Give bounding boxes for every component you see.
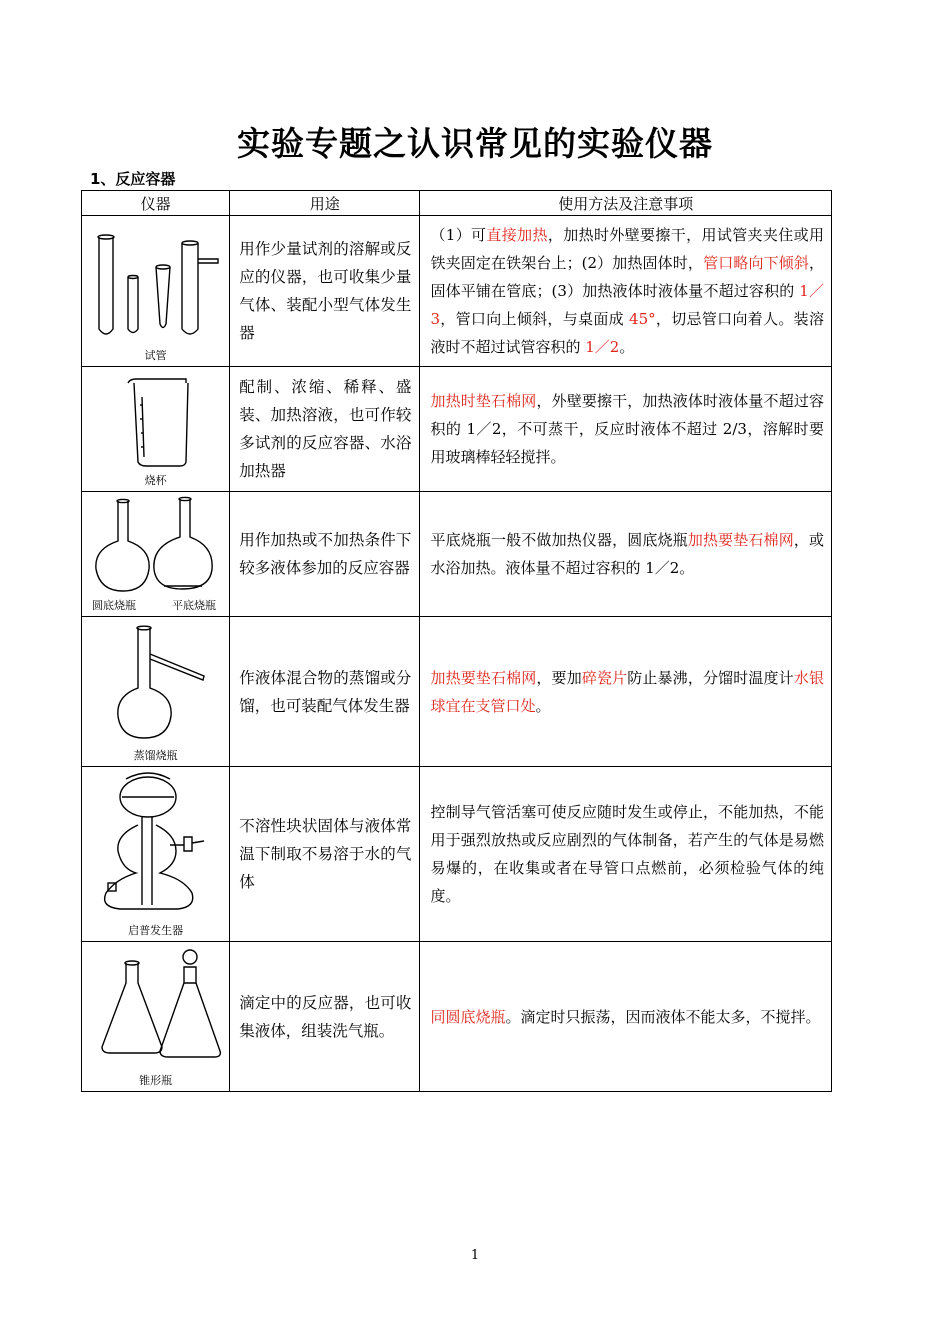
conical-flask-illustration: [86, 943, 226, 1073]
flask-illustration: [86, 491, 226, 601]
note-text: 同圆底烧瓶。滴定时只振荡，因而液体不能太多，不搅拌。: [420, 942, 832, 1092]
table-header-row: [82, 191, 832, 216]
instrument-image-cell: [82, 617, 230, 767]
note-text: 控制导气管活塞可使反应随时发生或停止，不能加热，不能用于强烈放热或反应剧烈的气体制备，若产生的气体是易燃易爆的，在收集或者在导管口点燃前，必须检验气体的纯度。: [420, 767, 832, 942]
use-text: 用作加热或不加热条件下较多液体参加的反应容器: [230, 492, 420, 617]
caption-flat-flask: 平底烧瓶: [172, 599, 216, 612]
instrument-image-cell: [82, 492, 230, 617]
header-notes: 使用方法及注意事项: [420, 191, 832, 216]
section-heading: 1、反应容器: [90, 170, 176, 188]
use-text: 用作少量试剂的溶解或反应的仪器，也可收集少量气体、装配小型气体发生器: [230, 216, 420, 367]
table-row: [82, 492, 832, 617]
table-row: [82, 767, 832, 942]
caption-round-flask: 圆底烧瓶: [92, 599, 136, 612]
note-text: （1）可直接加热，加热时外壁要擦干，用试管夹夹住或用铁夹固定在铁架台上；(2）加热固体时，管口略向下倾斜，固体平铺在管底；(3）加热液体时液体量不超过容积的 1／3，管口向上倾斜，与桌面成 45°，切忌管口向着人。装溶液时不超过试管容积的 1／2。: [420, 216, 832, 367]
note-text: 加热要垫石棉网，要加碎瓷片防止暴沸，分馏时温度计水银球宜在支管口处。: [420, 617, 832, 767]
caption-distilling-flask: 蒸馏烧瓶: [133, 749, 178, 762]
instrument-image-cell: [82, 942, 230, 1092]
table-row: [82, 617, 832, 767]
instrument-table: [81, 190, 832, 1092]
caption-conical-flask: 锥形瓶: [139, 1074, 173, 1087]
distilling-flask-illustration: [86, 618, 226, 748]
beaker-illustration: [86, 367, 226, 477]
page-title: 实验专题之认识常见的实验仪器: [237, 124, 713, 163]
caption-beaker: 烧杯: [144, 474, 167, 487]
header-use: 用途: [230, 191, 420, 216]
header-instrument: 仪器: [82, 191, 230, 216]
table-row: [82, 216, 832, 367]
use-text: 滴定中的反应器，也可收集液体，组装洗气瓶。: [230, 942, 420, 1092]
caption-test-tube: 试管: [144, 349, 167, 362]
table-row: [82, 942, 832, 1092]
test-tube-illustration: [86, 219, 226, 349]
kipp-generator-illustration: [86, 765, 226, 925]
page-number: 1: [470, 1248, 480, 1263]
table-row: [82, 367, 832, 492]
note-text: 平底烧瓶一般不做加热仪器，圆底烧瓶加热要垫石棉网，或水浴加热。液体量不超过容积的 1／2。: [420, 492, 832, 617]
caption-kipp-generator: 启普发生器: [128, 924, 184, 937]
use-text: 作液体混合物的蒸馏或分馏，也可装配气体发生器: [230, 617, 420, 767]
use-text: 不溶性块状固体与液体常温下制取不易溶于水的气体: [230, 767, 420, 942]
note-text: 加热时垫石棉网，外壁要擦干，加热液体时液体量不超过容积的 1／2，不可蒸干，反应时液体不超过 2/3，溶解时要用玻璃棒轻轻搅拌。: [420, 367, 832, 492]
instrument-image-cell: [82, 216, 230, 367]
use-text: 配制、浓缩、稀释、盛装、加热溶液，也可作较多试剂的反应容器、水浴加热器: [230, 367, 420, 492]
instrument-image-cell: [82, 367, 230, 492]
instrument-image-cell: [82, 767, 230, 942]
